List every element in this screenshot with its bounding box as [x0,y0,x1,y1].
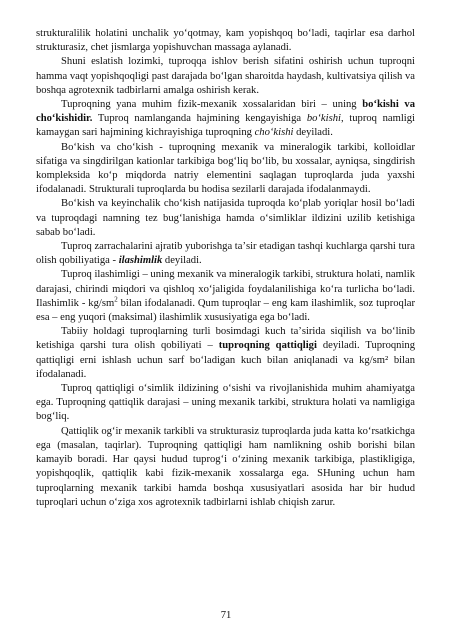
emphasis-text: tuproqning qattiqligi [218,340,317,352]
text-run: bilan ifodalanadi. Qum tuproqlar – eng kam ilashimlik, soz tuproqlar esa – eng yuqori (maksimal) ilashimlik xususiyatiga ega boʻladi. [36,297,415,324]
emphasis-text: 2 [114,295,118,304]
paragraph [36,27,415,55]
emphasis-text: boʻkishi va choʻkishidir. [36,99,415,125]
text-run: Tuproq zarrachalarini ajratib yuborishga taʼsir etadigan tashqi kuchlarga qarshi tura olish qobiliyatiga - [36,241,415,267]
page-body [36,27,415,510]
text-run: Tuproq ilashimligi – uning mexanik va mineralogik tarkibi, struktura holati, namlik darajasi, chirindi miqdori va qishloq xoʻjaligida foydalanilishiga koʻra turlicha boʻladi. Ilashimlik - kg/sm [36,269,415,309]
page-number: 71 [220,610,232,621]
text-run: , tuproq namligi kamaygan sari hajmining kichrayishiga tuproqning [36,113,415,139]
text-run: deyiladi. [293,127,333,139]
text-run: strukturalilik holatini unchalik yoʻqotmay, kam yopishqoq boʻladi, taqirlar esa darhol strukturasiz, chet jismlarga yopishuvchan massaga aylanadi. [36,28,415,54]
paragraph [36,268,415,325]
paragraph [36,141,415,198]
text-run: Shuni eslatish lozimki, tuproqqa ishlov berish sifatini oshirish uchun tuproqni hamma vaqt yopishqoqligi past darajada boʻlgan sharoitda haydash, kultivatsiya qilish va boshqa agrotexnik tadbirlarni amalga oshirish kerak. [36,56,415,96]
text-run: Qattiqlik ogʻir mexanik tarkibli va strukturasiz tuproqlarda juda katta koʻrsatkichga ega (masalan, taqirlar). Tuproqning qattiqligi ham namlikning oshib borishi bilan kamayib boradi. Har qaysi hudud tuprogʻi oʻzining mexanik tarkibiga, plastikligiga, yopishqoqlik, qattiqlik kabi fizik-mexanik xossalarga ega. SHuning uchun ham tuproqlarning mexanik tarkibi hamda boshqa xususiyatlari asosida har bir hudud tuproqlari uchun oʻziga xos agrotexnik tadbirlarni ishlab chiqish zarur. [36,425,415,508]
text-run: Tabiiy holdagi tuproqlarning turli bosimdagi kuch taʼsirida siqilish va boʻlinib ketishiga qarshi tura olish qobiliyati – [36,326,415,352]
text-run: deyiladi. Tuproqning qattiqligi erni ishlash uchun sarf boʻladigan kuch bilan aniqlanadi va kg/sm² bilan ifodalanadi. [36,340,416,380]
emphasis-text: ilashimlik [118,255,163,267]
emphasis-text: choʻkishi [254,127,294,139]
text-run: Tuproqning yana muhim fizik-mexanik xossalaridan biri – uning [61,99,363,111]
paragraph [36,382,415,425]
paragraph [36,425,415,510]
paragraph [36,197,415,240]
text-run: Tuproq namlanganda hajmining kengayishiga [92,113,307,125]
paragraph [36,98,415,141]
paragraph [36,55,415,98]
text-run: Boʻkish va keyinchalik choʻkish natijasida tuproqda koʻplab yoriqlar hosil boʻladi va tuproqdagi namning tez bugʻlanishiga hamda oʻsimliklar ildizini uzilib ketishiga sabab boʻladi. [36,198,415,238]
paragraph [36,325,415,382]
text-run: Boʻkish va choʻkish - tuproqning mexanik va mineralogik tarkibi, kolloidlar sifatiga va singdirilgan kationlar tarkibiga bogʻliq boʻlib, bu xossalar, ayniqsa, singdirish kompleksida koʻp miqdorda natriy elementini saqlagan tuproqlarda juda yaxshi ifodalanadi. Strukturali tuproqlarda bu hodisa sezilarli darajada ifodalanmaydi. [36,141,415,196]
text-run: Tuproq qattiqligi oʻsimlik ildizining oʻsishi va rivojlanishida muhim ahamiyatga ega. Tuproqning qattiqlik darajasi – uning mexanik tarkibi, struktura holati va namligiga bogʻliq. [36,383,415,423]
paragraph [36,240,415,268]
emphasis-text: boʻkishi [306,113,341,125]
text-run: deyiladi. [162,255,202,267]
